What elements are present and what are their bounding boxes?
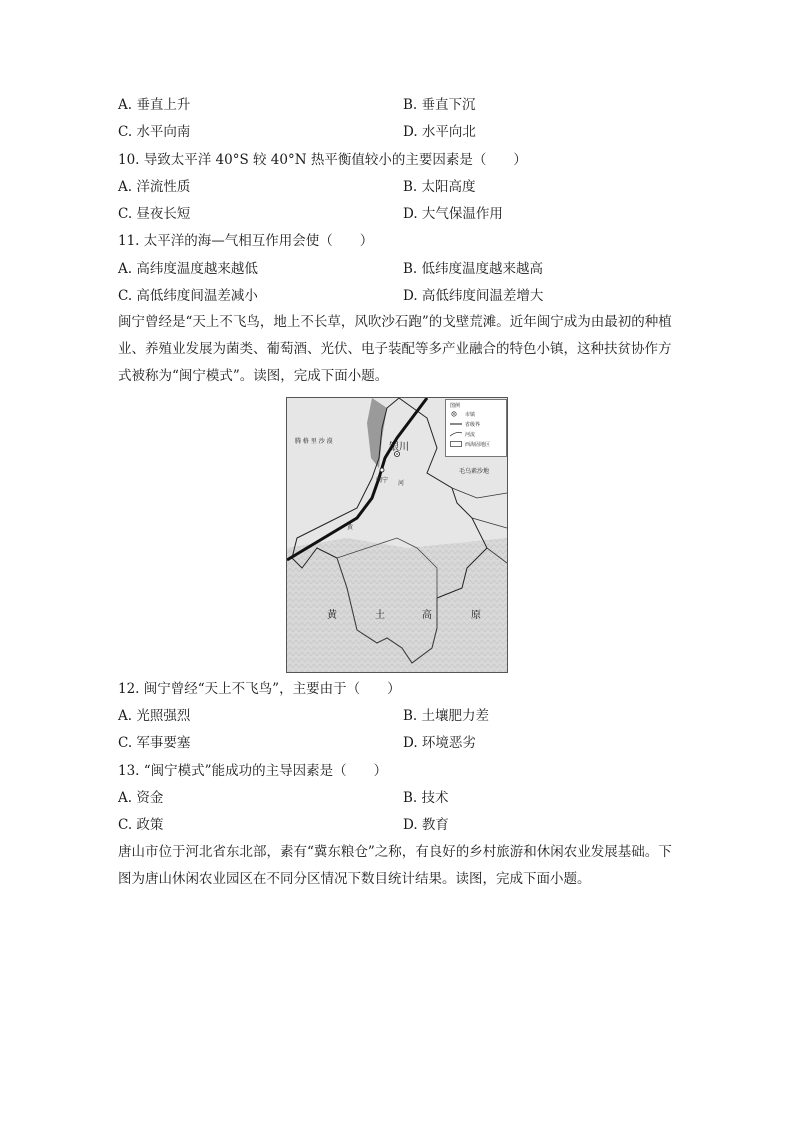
- label-plateau-3: 高: [422, 610, 432, 621]
- label-tengger-desert: 腾 格 里 沙 漠: [295, 438, 333, 445]
- q11-option-a: A. 高纬度温度越来越低: [118, 261, 258, 277]
- q9-option-a: A. 垂直上升: [118, 97, 191, 113]
- q11-option-b: B. 低纬度温度越来越高: [403, 261, 544, 277]
- q10-option-a: A. 洋流性质: [118, 179, 191, 195]
- minning-map: [286, 397, 508, 673]
- q13-option-b: B. 技术: [403, 790, 449, 806]
- q12-option-c: C. 军事要塞: [118, 735, 191, 751]
- map-legend: [445, 399, 507, 457]
- legend-title: 图例: [450, 403, 461, 409]
- label-minning: 闽宁: [376, 477, 389, 484]
- q13-stem: 13. “闽宁模式”能成功的主导因素是（ ）: [118, 763, 388, 779]
- q9-option-d: D. 水平向北: [403, 124, 476, 140]
- q10-option-c: C. 昼夜长短: [118, 206, 191, 222]
- q10-option-d: D. 大气保温作用: [403, 206, 503, 222]
- q11-option-c: C. 高低纬度间温差减小: [118, 288, 258, 304]
- q10-option-b: B. 太阳高度: [403, 179, 476, 195]
- label-plateau-4: 原: [471, 610, 481, 621]
- q12-stem: 12. 闽宁曾经“天上不飞鸟”，主要由于（ ）: [118, 681, 401, 697]
- minning-marker: [380, 468, 384, 472]
- legend-item-river: 河流: [450, 431, 475, 438]
- passage-minning: 闽宁曾经是“天上不飞鸟，地上不长草，风吹沙石跑”的戈壁荒滩。近年闽宁成为由最初的种植业、养殖业发展为菌类、葡萄酒、光伏、电子装配等多产业融合的特色小镇，这种扶贫协作方式被称为“闽宁模式”。读图，完成下面小题。: [118, 314, 672, 384]
- q12-option-d: D. 环境恶劣: [403, 735, 476, 751]
- passage-tangshan: 唐山市位于河北省东北部，素有“冀东粮仓”之称，有良好的乡村旅游和休闲农业发展基础。下图为唐山休闲农业园区在不同分区情况下数目统计结果。读图，完成下面小题。: [118, 844, 672, 887]
- q12-option-a: A. 光照强烈: [118, 708, 191, 724]
- q12-option-b: B. 土壤肥力差: [403, 708, 490, 724]
- q11-option-d: D. 高低纬度间温差增大: [403, 288, 544, 304]
- label-river-he: 河: [398, 480, 405, 487]
- legend-item-town: 市镇: [450, 411, 475, 418]
- q11-stem: 11. 太平洋的海—气相互作用会使（ ）: [118, 233, 374, 249]
- legend-item-region: 西海固地区: [450, 441, 490, 448]
- label-plateau-1: 黄: [327, 610, 337, 621]
- q9-option-c: C. 水平向南: [118, 124, 191, 140]
- label-plateau-2: 土: [375, 610, 385, 621]
- label-yinchuan: 银川: [389, 442, 409, 453]
- q9-option-b: B. 垂直下沉: [403, 97, 476, 113]
- q13-option-d: D. 教育: [403, 817, 449, 833]
- q13-option-c: C. 政策: [118, 817, 164, 833]
- q10-stem: 10. 导致太平洋 40°S 较 40°N 热平衡值较小的主要因素是（ ）: [118, 152, 527, 168]
- label-river-huang: 黄: [347, 524, 354, 531]
- legend-item-boundary: 省级界: [465, 422, 481, 428]
- label-mu-us-sandy-land: 毛乌素沙地: [459, 468, 490, 475]
- q13-option-a: A. 资金: [118, 790, 164, 806]
